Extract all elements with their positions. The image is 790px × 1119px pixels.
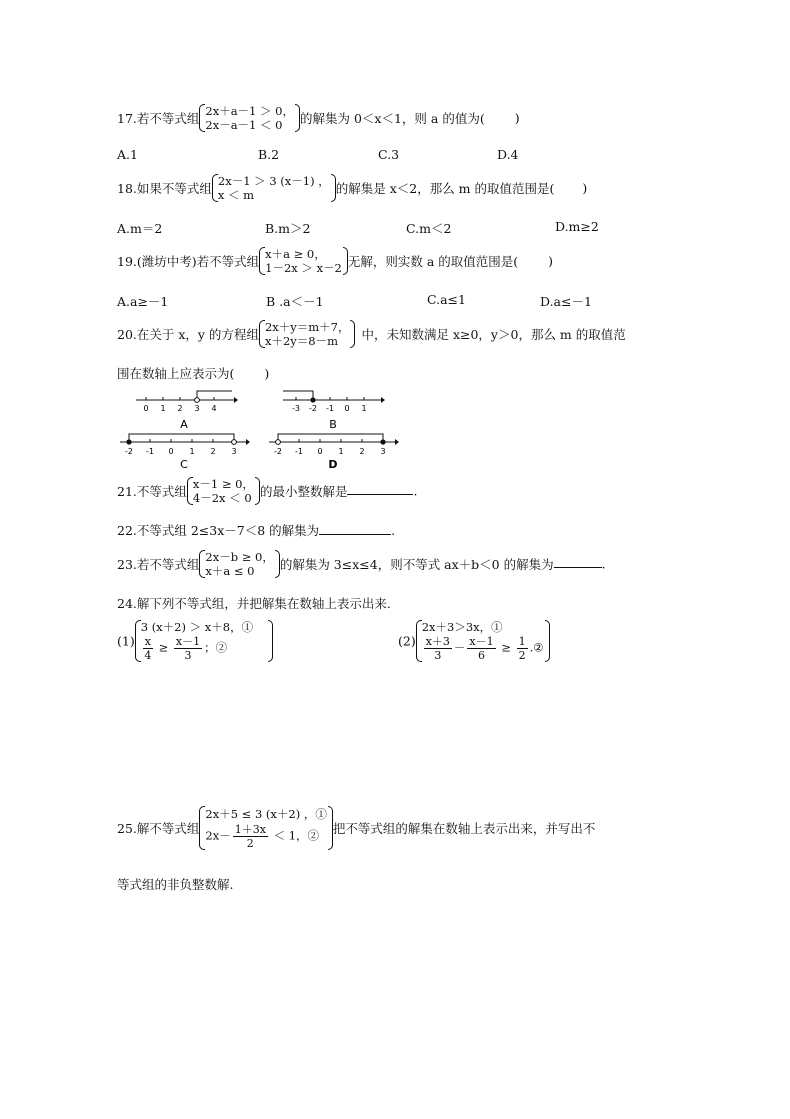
question-17: 17.若不等式组 2x＋a－1 ＞ 0， 2x－a－1 ＜ 0 的解集为 0＜x＜1，则 a 的值为( ) — [117, 104, 520, 132]
q22-answer-blank[interactable] — [319, 522, 391, 535]
axis-d-tick: 1 — [338, 447, 344, 456]
q19-option-c: C.a≤1 — [427, 292, 466, 307]
axis-b-label: B — [329, 418, 337, 431]
q17-tail: 的解集为 0＜x＜1，则 a 的值为( — [300, 111, 485, 126]
number-line-d — [267, 430, 399, 472]
axis-d-label: D — [328, 458, 338, 471]
question-24: 24.解下列不等式组，并把解集在数轴上表示出来. — [117, 596, 391, 611]
axis-b-tick: -2 — [309, 404, 317, 413]
q23-answer-blank[interactable] — [554, 555, 602, 568]
axis-d-tick: -1 — [295, 447, 303, 456]
q24-p2-system: 2x＋3＞3x，① $\frac{x+3}{3}$ － $\frac{x-1}{6}$ ≥ $\frac{1}{2}$ .② — [416, 620, 550, 662]
axis-d-tick: 2 — [359, 447, 365, 456]
q18-system: 2x－1 ＞ 3 (x－1) ， x ＜ m — [212, 174, 336, 202]
axis-c-tick: 1 — [189, 447, 195, 456]
question-25-line2: 等式组的非负整数解. — [117, 877, 234, 892]
q17-option-d: D.4 — [497, 147, 519, 162]
q25-system: 2x＋5 ≤ 3 (x＋2) ，① 2x－ $\frac{1+3x}{2}$ ＜ 1，② — [199, 806, 332, 850]
axis-c-label: C — [180, 458, 188, 471]
question-18: 18.如果不等式组 2x－1 ＞ 3 (x－1) ， x ＜ m 的解集是 x＜2，那么 m 的取值范围是( ) — [117, 174, 588, 202]
question-20-line2: 围在数轴上应表示为( ) — [117, 366, 270, 381]
question-23: 23.若不等式组 2x－b ≥ 0， x＋a ≤ 0 的解集为 3≤x≤4，则不等式 ax＋b＜0 的解集为 . — [117, 550, 606, 578]
q17-option-a: A.1 — [117, 147, 138, 162]
question-21: 21.不等式组 x－1 ≥ 0， 4－2x ＜ 0 的最小整数解是 . — [117, 477, 418, 505]
axis-a-label: A — [180, 418, 188, 431]
q18-option-c: C.m＜2 — [406, 221, 452, 236]
axis-c-tick: 2 — [210, 447, 216, 456]
q19-option-d: D.a≤－1 — [540, 294, 592, 309]
axis-c-tick: 3 — [231, 447, 237, 456]
q18-option-d: D.m≥2 — [555, 219, 599, 234]
question-22: 22.不等式组 2≤3x－7＜8 的解集为 . — [117, 523, 396, 538]
q19-system: x＋a ≥ 0， 1－2x ＞ x－2 — [259, 247, 348, 275]
q24-part-1: (1) 3 (x＋2) ＞ x＋8，① $\frac{x}{4}$ ≥ $\frac{x-1}{3}$ ；② — [117, 620, 273, 662]
q21-answer-blank[interactable] — [347, 482, 413, 495]
q17-label: 17.若不等式组 — [117, 111, 200, 126]
q17-system: 2x＋a－1 ＞ 0， 2x－a－1 ＜ 0 — [199, 104, 300, 132]
axis-b-tick: 0 — [344, 404, 350, 413]
number-line-b — [281, 388, 385, 432]
axis-a-tick: 4 — [211, 404, 217, 413]
axis-a-tick: 0 — [143, 404, 149, 413]
number-line-a — [134, 388, 238, 432]
axis-c-tick: 0 — [168, 447, 174, 456]
axis-c-tick: -1 — [146, 447, 154, 456]
q18-option-b: B.m＞2 — [265, 221, 311, 236]
axis-b-tick: -1 — [326, 404, 334, 413]
axis-a-tick: 3 — [194, 404, 200, 413]
q23-system: 2x－b ≥ 0， x＋a ≤ 0 — [199, 550, 279, 578]
axis-d-tick: 0 — [317, 447, 323, 456]
question-20: 20.在关于 x，y 的方程组 2x＋y＝m＋7， x＋2y＝8－m 中，未知数满足 x≥0，y＞0，那么 m 的取值范 — [117, 320, 626, 348]
axis-b-tick: -3 — [292, 404, 300, 413]
q17-option-b: B.2 — [258, 147, 280, 162]
q21-system: x－1 ≥ 0， 4－2x ＜ 0 — [187, 477, 260, 505]
q20-system: 2x＋y＝m＋7， x＋2y＝8－m — [259, 320, 356, 348]
q19-option-a: A.a≥－1 — [117, 294, 169, 309]
q17-option-c: C.3 — [378, 147, 400, 162]
question-19: 19.(潍坊中考)若不等式组 x＋a ≥ 0， 1－2x ＞ x－2 无解，则实数 a 的取值范围是( ) — [117, 247, 554, 275]
axis-d-tick: -2 — [274, 447, 282, 456]
axis-a-tick: 1 — [160, 404, 166, 413]
q18-option-a: A.m＝2 — [117, 221, 163, 236]
q24-part-2: (2) 2x＋3＞3x，① $\frac{x+3}{3}$ － $\frac{x-1}{6}$ ≥ $\frac{1}{2}$ .② — [398, 620, 550, 662]
axis-b-tick: 1 — [361, 404, 367, 413]
question-25: 25.解不等式组 2x＋5 ≤ 3 (x＋2) ，① 2x－ $\frac{1+3x}{2}$ ＜ 1，② 把不等式组的解集在数轴上表示出来，并写出不 — [117, 807, 596, 850]
axis-a-tick: 2 — [177, 404, 183, 413]
q24-p1-system: 3 (x＋2) ＞ x＋8，① $\frac{x}{4}$ ≥ $\frac{x-1}{3}$ ；② — [135, 620, 273, 662]
axis-d-tick: 3 — [380, 447, 386, 456]
number-line-c — [118, 430, 250, 472]
q19-option-b: B .a＜－1 — [266, 294, 324, 309]
axis-c-tick: -2 — [125, 447, 133, 456]
